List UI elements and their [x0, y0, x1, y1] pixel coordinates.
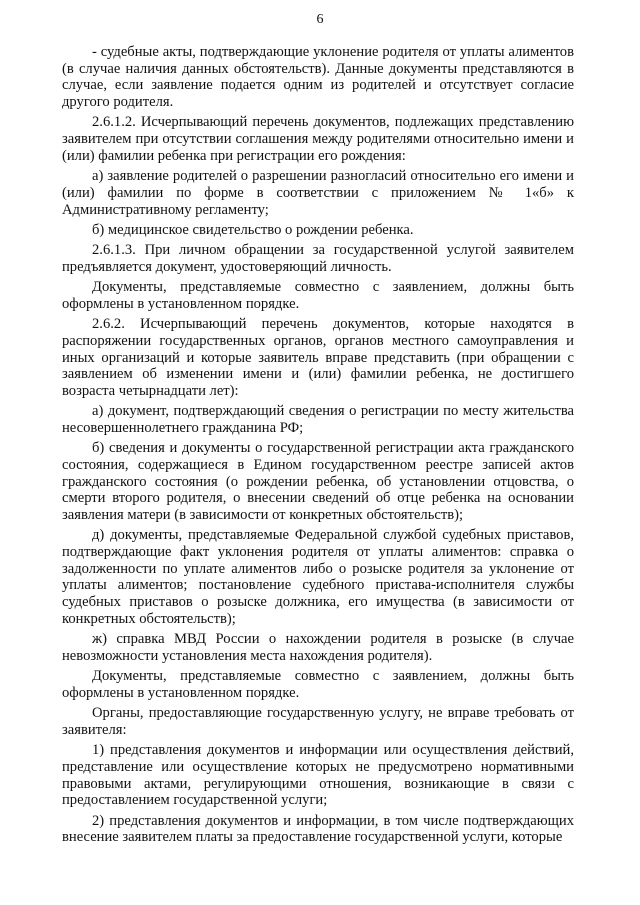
document-body [62, 44, 574, 850]
paragraph-court-acts: - судебные акты, подтверждающие уклонение родителя от уплаты алиментов (в случае наличия данных обстоятельств). Данные документы представляются в случае, если заявление подается одним из родителей и отсутствует согласие другого родителя. [62, 44, 574, 111]
page-number: 6 [316, 12, 324, 27]
paragraph-item-b-civil-status: б) сведения и документы о государственной регистрации акта гражданского состояния, содержащиеся в Едином государственном реестре записей актов гражданского состояния (о рождении ребенка, об установлении отцовства, о смерти второго родителя, о внесении сведений об отце ребенка на основании заявления матери (в зависимости от конкретных обстоятельств); [62, 440, 574, 524]
paragraph-2-6-2: 2.6.2. Исчерпывающий перечень документов, которые находятся в распоряжении государственных органов, органов местного самоуправления и иных организаций и которые заявитель вправе представить (при обращении с заявлением об изменении имени и (или) фамилии ребенка, не достигшего возраста четырнадцати лет): [62, 316, 574, 399]
paragraph-item-b-medical-certificate: б) медицинское свидетельство о рождении ребенка. [92, 221, 414, 238]
paragraph-item-a-application: а) заявление родителей о разрешении разногласий относительно его имени и (или) фамилии по форме в соответствии с приложением № 1«б» к Административному регламенту; [62, 168, 574, 218]
paragraph-item-a-registration: а) документ, подтверждающий сведения о регистрации по месту жительства несовершеннолетнего гражданина РФ; [62, 403, 574, 436]
paragraph-documents-formalized: Документы, представляемые совместно с заявлением, должны быть оформлены в установленном порядке. [62, 279, 574, 312]
paragraph-item-2: 2) представления документов и информации, в том числе подтверждающих внесение заявителем платы за предоставление государственной услуги, которые [62, 812, 574, 846]
paragraph-item-zh-mvd: ж) справка МВД России о нахождении родителя в розыске (в случае невозможности установления места нахождения родителя). [62, 631, 574, 664]
paragraph-item-1: 1) представления документов и информации или осуществления действий, представление или осуществление которых не предусмотрено нормативными правовыми актами, регулирующими отношения, возникающие в связи с предоставлением государственной услуги; [62, 742, 574, 809]
paragraph-bodies-may-not-require: Органы, предоставляющие государственную услугу, не вправе требовать от заявителя: [62, 705, 574, 738]
paragraph-2-6-1-3: 2.6.1.3. При личном обращении за государственной услугой заявителем предъявляется документ, удостоверяющий личность. [62, 242, 574, 275]
paragraph-documents-formalized-2: Документы, представляемые совместно с заявлением, должны быть оформлены в установленном порядке. [62, 668, 574, 701]
paragraph-item-d-bailiffs: д) документы, представляемые Федеральной службой судебных приставов, подтверждающие факт уклонения родителя от уплаты алиментов: справка о задолженности по уплате алиментов либо о розыске родителя за уклонение от уплаты алиментов; постановление судебного пристава-исполнителя службы судебных приставов о розыске должника, его имущества (в зависимости от конкретных обстоятельств); [62, 527, 574, 627]
paragraph-2-6-1-2: 2.6.1.2. Исчерпывающий перечень документов, подлежащих представлению заявителем при отсутствии соглашения между родителями относительно имени и (или) фамилии ребенка при регистрации его рождения: [62, 114, 574, 164]
